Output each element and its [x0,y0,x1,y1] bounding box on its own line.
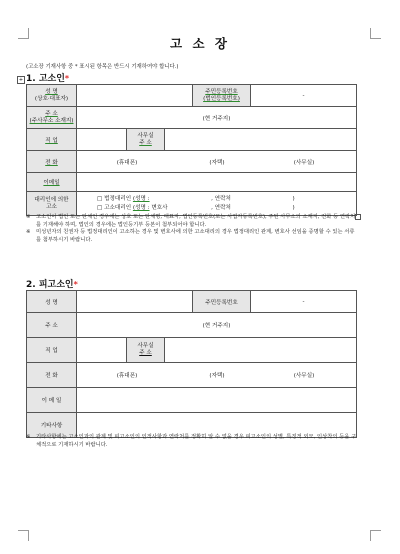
list-item [26,214,358,229]
name-field[interactable] [77,291,193,313]
name-field[interactable] [77,85,193,107]
idnum-sublabel: (법인등록번호) [203,95,240,102]
office-address-field[interactable] [165,129,357,151]
email-label: 이 메 일 [41,398,62,404]
table-row [27,129,357,151]
table-row [27,363,357,388]
crop-mark-bottom-right [370,530,381,541]
phone-mobile-label: (휴대폰) [116,159,138,166]
crop-mark-bottom-left [18,530,29,541]
respondent-table [26,290,357,438]
phone-label-cell [27,363,77,388]
phone-home-label: (자택) [209,159,225,166]
job-field[interactable] [77,129,127,151]
checkbox-attorney[interactable]: □ [97,204,103,211]
proxy-label-cell [27,192,77,216]
address-label-cell [27,107,77,129]
required-mark: * [64,74,70,83]
list-item [26,229,358,244]
office-sublabel: 주 소 [139,139,152,146]
address-field[interactable]: (현 거주지) [77,313,357,338]
etc-label: 기타사항 [40,423,63,429]
legal-proxy-name-label: (성명 : [132,195,150,202]
name-label: 성 명 [45,88,58,95]
note-mark: ※ [26,214,31,220]
note-text: 고소인이 법인 또는 단체인 경우에는 상호 또는 단체명, 대표자, 법인등록번호(또는 사업자등록번호), 주된 사무소의 소재지, 전화 등 연락처를 기재해야 하며, 법인의 경우에는 법인등기부 등본이 첨부되어야 합니다. [36,214,356,228]
phone-mobile-label: (휴대폰) [116,373,138,379]
email-label-cell [27,173,77,192]
address-label: 주 소 [45,110,58,117]
table-row [27,338,357,363]
office-label: 사무실 [137,132,154,139]
note-mark: ※ [26,434,31,440]
table-row [27,173,357,192]
name-label-cell [27,291,77,313]
section-number: 2. [26,280,36,290]
office-label: 사무실 [137,343,154,349]
complainant-notes [26,214,358,244]
table-row [27,85,357,107]
job-field[interactable] [77,338,127,363]
attorney-proxy-close: ) [292,204,295,211]
idnum-label: 주민등록번호 [205,299,238,306]
job-label: 직 업 [45,137,58,144]
idnum-label-cell [193,85,251,107]
office-label-cell [127,129,165,151]
address-label-cell [27,313,77,338]
required-mark: * [73,280,78,289]
phone-label: 전 화 [45,159,58,166]
note-text: 기타사항에는 고소인과의 관계 및 피고소인의 인적사항과 연락처를 정확히 알 수 없을 경우 피고소인의 성별, 특징적 외모, 인상착의 등을 구체적으로 기재하시기 바랍니다. [36,434,357,448]
job-label-cell [27,338,77,363]
phone-field[interactable] [77,151,357,173]
idnum-label: 주민등록번호 [205,88,238,95]
checkbox-legal[interactable]: □ [97,195,103,202]
section-label: 고소인 [38,74,65,84]
address-sublabel: (주사무소 소재지) [29,117,74,124]
table-anchor-icon[interactable]: + [18,77,24,83]
name-label: 성 명 [45,299,58,306]
note-text: 미성년자의 친권자 등 법정대리인이 고소하는 경우 및 변호사에 의한 고소대리의 경우 법정대리인 관계, 변호사 선임을 증명할 수 있는 서류를 첨부하시기 바랍니다. [36,229,355,243]
proxy-option-attorney [97,204,356,213]
note-mark: ※ [26,229,31,236]
attorney-proxy-contact-label: , 연락처 [211,204,231,211]
attorney-proxy-label: 고소대리인 [104,204,132,211]
list-item [26,434,358,449]
legal-proxy-label: 법정대리인 [104,195,132,202]
phone-label: 전 화 [45,373,58,379]
section-respondent-heading [26,277,78,290]
legal-proxy-contact-label: , 연락처 [211,195,231,202]
proxy-option-legal [97,195,356,204]
job-label: 직 업 [45,348,58,354]
job-label-cell [27,129,77,151]
phone-office-label: (사무실) [293,159,315,166]
office-label-cell [127,338,165,363]
email-label-cell [27,388,77,413]
section-number: 1. [26,74,36,84]
complainant-table [26,84,357,216]
table-row [27,151,357,173]
table-row [27,291,357,313]
legal-proxy-close: ) [292,195,295,202]
office-address-field[interactable] [165,338,357,363]
phone-home-label: (자택) [209,373,225,379]
email-label: 이메일 [43,180,60,186]
office-sublabel: 주 소 [139,350,152,356]
name-label-cell [27,85,77,107]
table-row [27,107,357,129]
table-row [27,313,357,338]
idnum-label-cell [193,291,251,313]
proxy-field [77,192,357,216]
section-complainant-heading [26,71,69,84]
phone-label-cell [27,151,77,173]
phone-office-label: (사무실) [293,373,315,379]
address-label: 주 소 [45,323,58,329]
address-field[interactable]: (현 거주지) [77,107,357,129]
email-field[interactable] [77,388,357,413]
table-row [27,388,357,413]
idnum-field[interactable]: - [251,85,357,107]
attorney-proxy-name-label: (성명 : [132,204,150,211]
attorney-lawyer-label: 변호사 [151,204,168,211]
email-field[interactable] [77,173,357,192]
table-row [27,192,357,216]
document-title: 고 소 장 [170,36,230,51]
required-fields-note: (고소장 기재사항 중 * 표시된 항목은 반드시 기재하여야 합니다.) [26,64,179,70]
respondent-notes [26,434,358,449]
phone-field[interactable] [77,363,357,388]
name-sublabel: (상호·대표자) [34,95,69,102]
section-label: 피고소인 [38,280,74,290]
proxy-sublabel: 고소 [46,203,57,210]
idnum-field[interactable]: - [251,291,357,313]
proxy-label: 대리인에 의한 [34,196,69,203]
